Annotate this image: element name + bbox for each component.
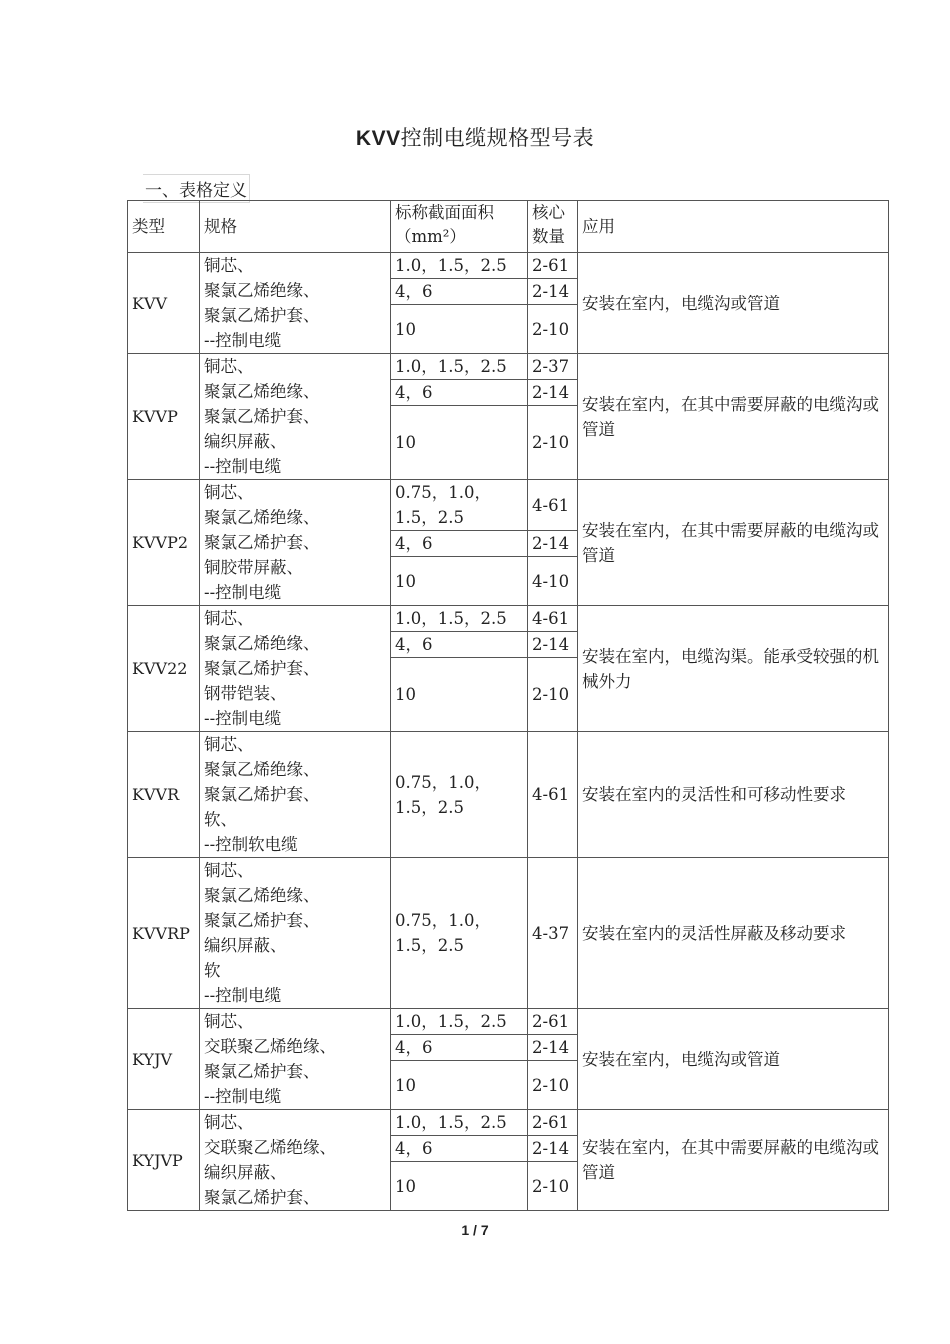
- cell-type: KVV: [128, 253, 200, 354]
- cell-cross-section: 10: [391, 1061, 528, 1110]
- header-type: 类型: [128, 201, 200, 253]
- cell-cross-section: 1.0，1.5，2.5: [391, 1110, 528, 1136]
- cell-cross-section: 1.0，1.5，2.5: [391, 1009, 528, 1035]
- cell-cores: 2-14: [528, 1136, 578, 1162]
- cell-cross-section: 0.75，1.0，1.5，2.5: [391, 858, 528, 1009]
- cell-cores: 2-10: [528, 406, 578, 480]
- cell-type: KVVP: [128, 354, 200, 480]
- table-row: [128, 1009, 889, 1035]
- title-model: KVV: [355, 127, 401, 150]
- cell-application: 安装在室内，电缆沟或管道: [578, 1009, 889, 1110]
- table-row: [128, 1110, 889, 1136]
- header-cores: 核心数量: [528, 201, 578, 253]
- cell-cores: 2-14: [528, 380, 578, 406]
- cell-cores: 2-14: [528, 531, 578, 557]
- table-row: [128, 253, 889, 279]
- cell-spec: 铜芯、 聚氯乙烯绝缘、 聚氯乙烯护套、 --控制电缆: [200, 253, 391, 354]
- cell-cross-section: 1.0，1.5，2.5: [391, 606, 528, 632]
- cell-spec: 铜芯、 聚氯乙烯绝缘、 聚氯乙烯护套、 软、 --控制软电缆: [200, 732, 391, 858]
- cell-cores: 4-37: [528, 858, 578, 1009]
- cell-application: 安装在室内，电缆沟渠。能承受较强的机械外力: [578, 606, 889, 732]
- section-heading: 一、表格定义: [143, 174, 250, 203]
- title-text: 控制电缆规格型号表: [400, 126, 595, 150]
- cell-cores: 2-14: [528, 632, 578, 658]
- cell-cross-section: 1.0，1.5，2.5: [391, 354, 528, 380]
- cell-spec: 铜芯、 聚氯乙烯绝缘、 聚氯乙烯护套、 钢带铠装、 --控制电缆: [200, 606, 391, 732]
- cell-application: 安装在室内，在其中需要屏蔽的电缆沟或管道: [578, 1110, 889, 1211]
- cell-type: KVVR: [128, 732, 200, 858]
- table-row: [128, 354, 889, 380]
- table-row: [128, 858, 889, 1009]
- table-row: [128, 480, 889, 531]
- cell-type: KVVRP: [128, 858, 200, 1009]
- cell-cores: 2-10: [528, 1061, 578, 1110]
- cell-application: 安装在室内，在其中需要屏蔽的电缆沟或管道: [578, 354, 889, 480]
- cell-type: KVV22: [128, 606, 200, 732]
- cell-application: 安装在室内，电缆沟或管道: [578, 253, 889, 354]
- cell-type: KYJV: [128, 1009, 200, 1110]
- cell-type: KYJVP: [128, 1110, 200, 1211]
- cell-cores: 2-37: [528, 354, 578, 380]
- cell-cross-section: 1.0，1.5，2.5: [391, 253, 528, 279]
- header-application: 应用: [578, 201, 889, 253]
- cell-cross-section: 4，6: [391, 632, 528, 658]
- cell-cross-section: 10: [391, 305, 528, 354]
- cell-cores: 2-10: [528, 658, 578, 732]
- cell-cores: 2-10: [528, 1162, 578, 1211]
- cell-cross-section: 0.75，1.0，1.5，2.5: [391, 732, 528, 858]
- cell-spec: 铜芯、 聚氯乙烯绝缘、 聚氯乙烯护套、 铜胶带屏蔽、 --控制电缆: [200, 480, 391, 606]
- cell-spec: 铜芯、 交联聚乙烯绝缘、 聚氯乙烯护套、 --控制电缆: [200, 1009, 391, 1110]
- table-header-row: [128, 201, 889, 253]
- cell-cores: 4-10: [528, 557, 578, 606]
- cell-cross-section: 10: [391, 557, 528, 606]
- cell-cross-section: 10: [391, 406, 528, 480]
- cell-application: 安装在室内的灵活性屏蔽及移动要求: [578, 858, 889, 1009]
- cell-cross-section: 4，6: [391, 1035, 528, 1061]
- cell-cross-section: 10: [391, 1162, 528, 1211]
- cell-cross-section: 4，6: [391, 1136, 528, 1162]
- cell-spec: 铜芯、 聚氯乙烯绝缘、 聚氯乙烯护套、 编织屏蔽、 软 --控制电缆: [200, 858, 391, 1009]
- page-title: [0, 122, 950, 152]
- table-row: [128, 732, 889, 858]
- cell-cores: 2-14: [528, 279, 578, 305]
- cell-cross-section: 4，6: [391, 531, 528, 557]
- cell-cross-section: 0.75，1.0，1.5，2.5: [391, 480, 528, 531]
- cell-cores: 2-14: [528, 1035, 578, 1061]
- page-number: 1 / 7: [461, 1222, 489, 1238]
- cell-cores: 2-61: [528, 1110, 578, 1136]
- cell-spec: 铜芯、 交联聚乙烯绝缘、 编织屏蔽、 聚氯乙烯护套、: [200, 1110, 391, 1211]
- cell-application: 安装在室内的灵活性和可移动性要求: [578, 732, 889, 858]
- cell-cross-section: 4，6: [391, 279, 528, 305]
- cell-cores: 2-10: [528, 305, 578, 354]
- cell-cross-section: 10: [391, 658, 528, 732]
- cell-cores: 2-61: [528, 253, 578, 279]
- spec-table: [127, 200, 889, 1211]
- cell-cross-section: 4，6: [391, 380, 528, 406]
- table-row: [128, 606, 889, 632]
- cell-application: 安装在室内，在其中需要屏蔽的电缆沟或管道: [578, 480, 889, 606]
- header-spec: 规格: [200, 201, 391, 253]
- cell-cores: 4-61: [528, 732, 578, 858]
- cell-cores: 2-61: [528, 1009, 578, 1035]
- cell-cores: 4-61: [528, 480, 578, 531]
- cell-cores: 4-61: [528, 606, 578, 632]
- cell-spec: 铜芯、 聚氯乙烯绝缘、 聚氯乙烯护套、 编织屏蔽、 --控制电缆: [200, 354, 391, 480]
- header-cross-section: 标称截面面积（mm²）: [391, 201, 528, 253]
- cell-type: KVVP2: [128, 480, 200, 606]
